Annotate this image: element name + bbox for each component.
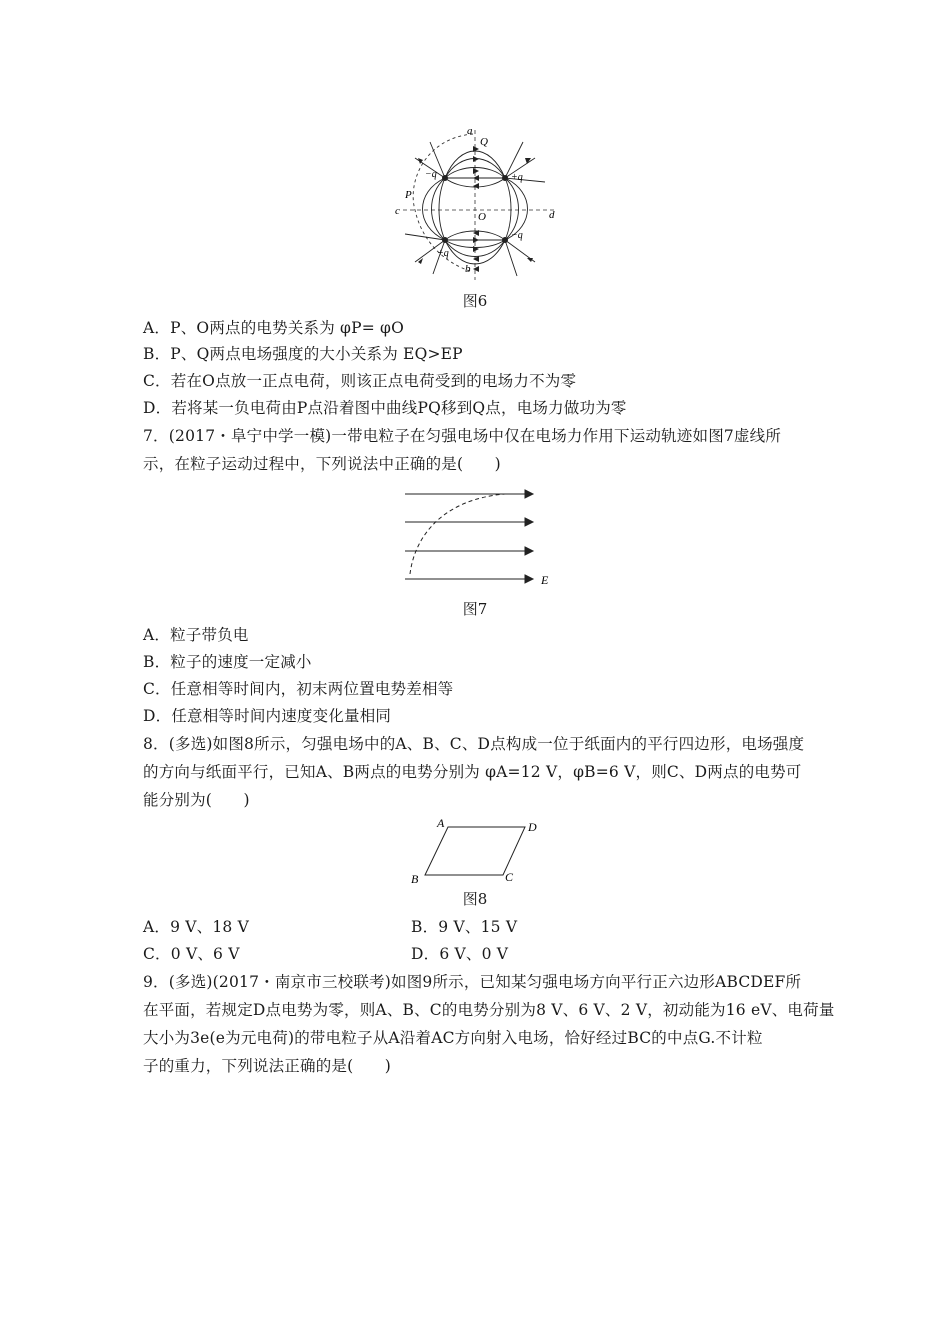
fig8-label-C: C xyxy=(505,870,514,884)
q7-option-d: D．任意相等时间内速度变化量相同 xyxy=(143,707,392,725)
fig6-label-O: O xyxy=(478,211,486,223)
q8-stem-line-3: 能分别为( ) xyxy=(143,791,250,809)
fig6-label-a: a xyxy=(467,125,473,137)
fig6-label-minus-q-left: −q xyxy=(425,169,437,180)
fig6-label-Q: Q xyxy=(480,136,488,148)
q7-stem-line-2: 示，在粒子运动过程中，下列说法中正确的是( ) xyxy=(143,455,501,473)
fig6-label-P: P xyxy=(405,189,412,201)
q6-option-d: D．若将某一负电荷由P点沿着图中曲线PQ移到Q点，电场力做功为零 xyxy=(143,399,627,417)
q9-stem-line-3: 大小为3e(e为元电荷)的带电粒子从A沿着AC方向射入电场，恰好经过BC的中点G.不计粒 xyxy=(143,1029,763,1047)
fig6-label-c: c xyxy=(395,205,400,217)
q9-stem-line-2: 在平面，若规定D点电势为零，则A、B、C的电势分别为8 V、6 V、2 V，初动能为16 eV、电荷量 xyxy=(143,1001,835,1019)
q7-option-b: B．粒子的速度一定减小 xyxy=(143,653,312,671)
q6-option-c: C．若在O点放一正点电荷，则该正点电荷受到的电场力不为零 xyxy=(143,372,577,390)
fig6-label-d: d xyxy=(549,209,555,221)
q8-option-a: A．9 V、18 V xyxy=(143,918,250,936)
q8-stem-line-1: 8．(多选)如图8所示，匀强电场中的A、B、C、D点构成一位于纸面内的平行四边形，电场强度 xyxy=(143,735,805,753)
figure-8-caption: 图8 xyxy=(462,890,488,908)
q7-option-a: A．粒子带负电 xyxy=(143,626,249,644)
fig7-label-E: E xyxy=(541,573,549,587)
q9-stem-line-4: 子的重力，下列说法正确的是( ) xyxy=(143,1057,391,1075)
figure-6-caption: 图6 xyxy=(462,292,488,310)
q8-option-c: C．0 V、6 V xyxy=(143,945,240,963)
q7-option-c: C．任意相等时间内，初末两位置电势差相等 xyxy=(143,680,454,698)
q8-option-d: D．6 V、0 V xyxy=(411,945,509,963)
q8-stem-line-2: 的方向与纸面平行，已知A、B两点的电势分别为 φA=12 V，φB=6 V，则C、D两点的电势可 xyxy=(143,763,802,781)
q9-stem-line-1: 9．(多选)(2017・南京市三校联考)如图9所示，已知某匀强电场方向平行正六边形ABCDEF所 xyxy=(143,973,802,991)
figure-8-parallelogram xyxy=(405,815,550,885)
q6-option-a: A．P、O两点的电势关系为 φP= φO xyxy=(143,319,405,337)
q7-stem-line-1: 7．(2017・阜宁中学一模)一带电粒子在匀强电场中仅在电场力作用下运动轨迹如图7虚线所 xyxy=(143,427,782,445)
q8-option-b: B．9 V、15 V xyxy=(411,918,518,936)
fig6-label-plus-q-right: +q xyxy=(511,172,523,183)
figure-6-field-lines xyxy=(385,122,570,284)
fig8-label-D: D xyxy=(528,820,537,834)
q6-option-b: B．P、Q两点电场强度的大小关系为 EQ>EP xyxy=(143,345,463,363)
fig6-label-plus-q-left: +q xyxy=(437,248,449,259)
fig6-label-b: b xyxy=(465,263,471,275)
figure-7-uniform-field xyxy=(395,484,560,588)
fig8-label-A: A xyxy=(437,816,445,830)
fig6-label-minus-q-right: −q xyxy=(511,230,523,241)
figure-7-caption: 图7 xyxy=(462,600,488,618)
fig8-label-B: B xyxy=(411,872,419,885)
